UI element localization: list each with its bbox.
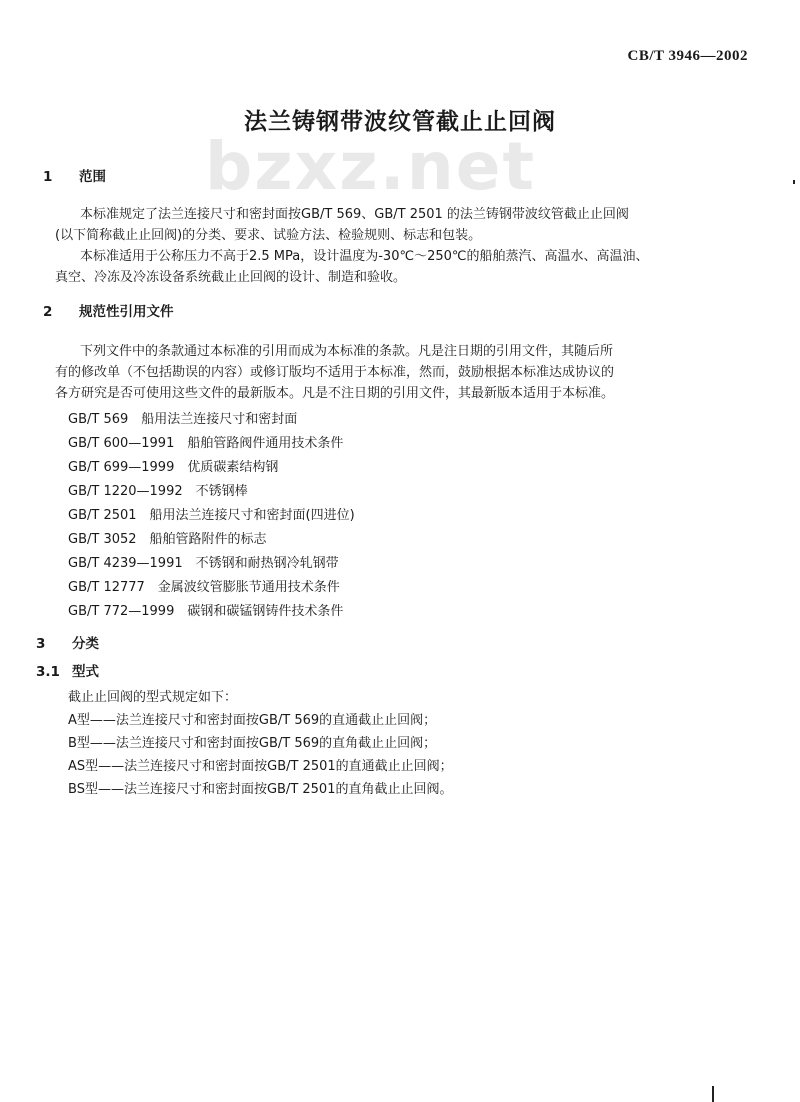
document-title: 法兰铸钢带波纹管截止止回阀	[244, 109, 556, 135]
reference-item: GB/T 12777 金属波纹管膨胀节通用技术条件	[68, 580, 340, 595]
type-item: AS型——法兰连接尺寸和密封面按GB/T 2501的直通截止止回阀；	[68, 759, 453, 774]
subsection-3-1-heading	[36, 660, 99, 680]
type-item: B型——法兰连接尺寸和密封面按GB/T 569的直角截止止回阀；	[68, 736, 437, 751]
section-2-para-line2: 有的修改单（不包括勘误的内容）或修订版均不适用于本标准，然而，鼓励根据本标准达成协议的	[55, 365, 615, 380]
section-2-para-line3: 各方研究是否可使用这些文件的最新版本。凡是不注日期的引用文件，其最新版本适用于本标准。	[55, 386, 615, 401]
reference-item: GB/T 4239—1991 不锈钢和耐热钢冷轧钢带	[68, 556, 339, 571]
reference-item: GB/T 600—1991 船舶管路阀件通用技术条件	[68, 436, 344, 451]
section-3-title: 分类	[72, 636, 99, 652]
section-1-para1-line1: 本标准规定了法兰连接尺寸和密封面按GB/T 569、GB/T 2501 的法兰铸钢带波纹管截止止回阀	[80, 207, 629, 222]
section-1-heading	[43, 165, 106, 185]
section-2-heading	[43, 300, 174, 320]
type-item: A型——法兰连接尺寸和密封面按GB/T 569的直通截止止回阀；	[68, 713, 437, 728]
section-1-para2-line1: 本标准适用于公称压力不高于2.5 MPa，设计温度为-30℃～250℃的船舶蒸汽、高温水、高温油、	[80, 249, 649, 264]
types-intro: 截止止回阀的型式规定如下：	[68, 690, 238, 705]
reference-item: GB/T 772—1999 碳钢和碳锰钢铸件技术条件	[68, 604, 344, 619]
section-3-number: 3	[36, 636, 46, 652]
reference-item: GB/T 1220—1992 不锈钢棒	[68, 484, 248, 499]
reference-item: GB/T 3052 船舶管路附件的标志	[68, 532, 267, 547]
reference-item: GB/T 569 船用法兰连接尺寸和密封面	[68, 412, 298, 427]
type-item: BS型——法兰连接尺寸和密封面按GB/T 2501的直角截止止回阀。	[68, 782, 453, 797]
section-1-title: 范围	[79, 169, 106, 185]
section-1-number: 1	[43, 169, 53, 185]
scan-speck	[793, 180, 795, 184]
section-2-para-line1: 下列文件中的条款通过本标准的引用而成为本标准的条款。凡是注日期的引用文件，其随后所	[80, 344, 614, 359]
section-1-para1-line2: (以下简称截止止回阀)的分类、要求、试验方法、检验规则、标志和包装。	[55, 228, 482, 243]
reference-item: GB/T 2501 船用法兰连接尺寸和密封面(四进位)	[68, 508, 355, 523]
subsection-3-1-number: 3.1	[36, 664, 60, 680]
subsection-3-1-title: 型式	[72, 664, 99, 680]
section-1-para2-line2: 真空、冷冻及冷冻设备系统截止止回阀的设计、制造和验收。	[55, 270, 407, 285]
section-2-title: 规范性引用文件	[79, 304, 174, 320]
section-2-number: 2	[43, 304, 53, 320]
section-3-heading	[36, 632, 99, 652]
standard-code: CB/T 3946—2002	[627, 48, 748, 64]
page-edge-mark	[712, 1086, 714, 1102]
reference-item: GB/T 699—1999 优质碳素结构钢	[68, 460, 279, 475]
watermark: bzxz.net	[205, 128, 537, 205]
